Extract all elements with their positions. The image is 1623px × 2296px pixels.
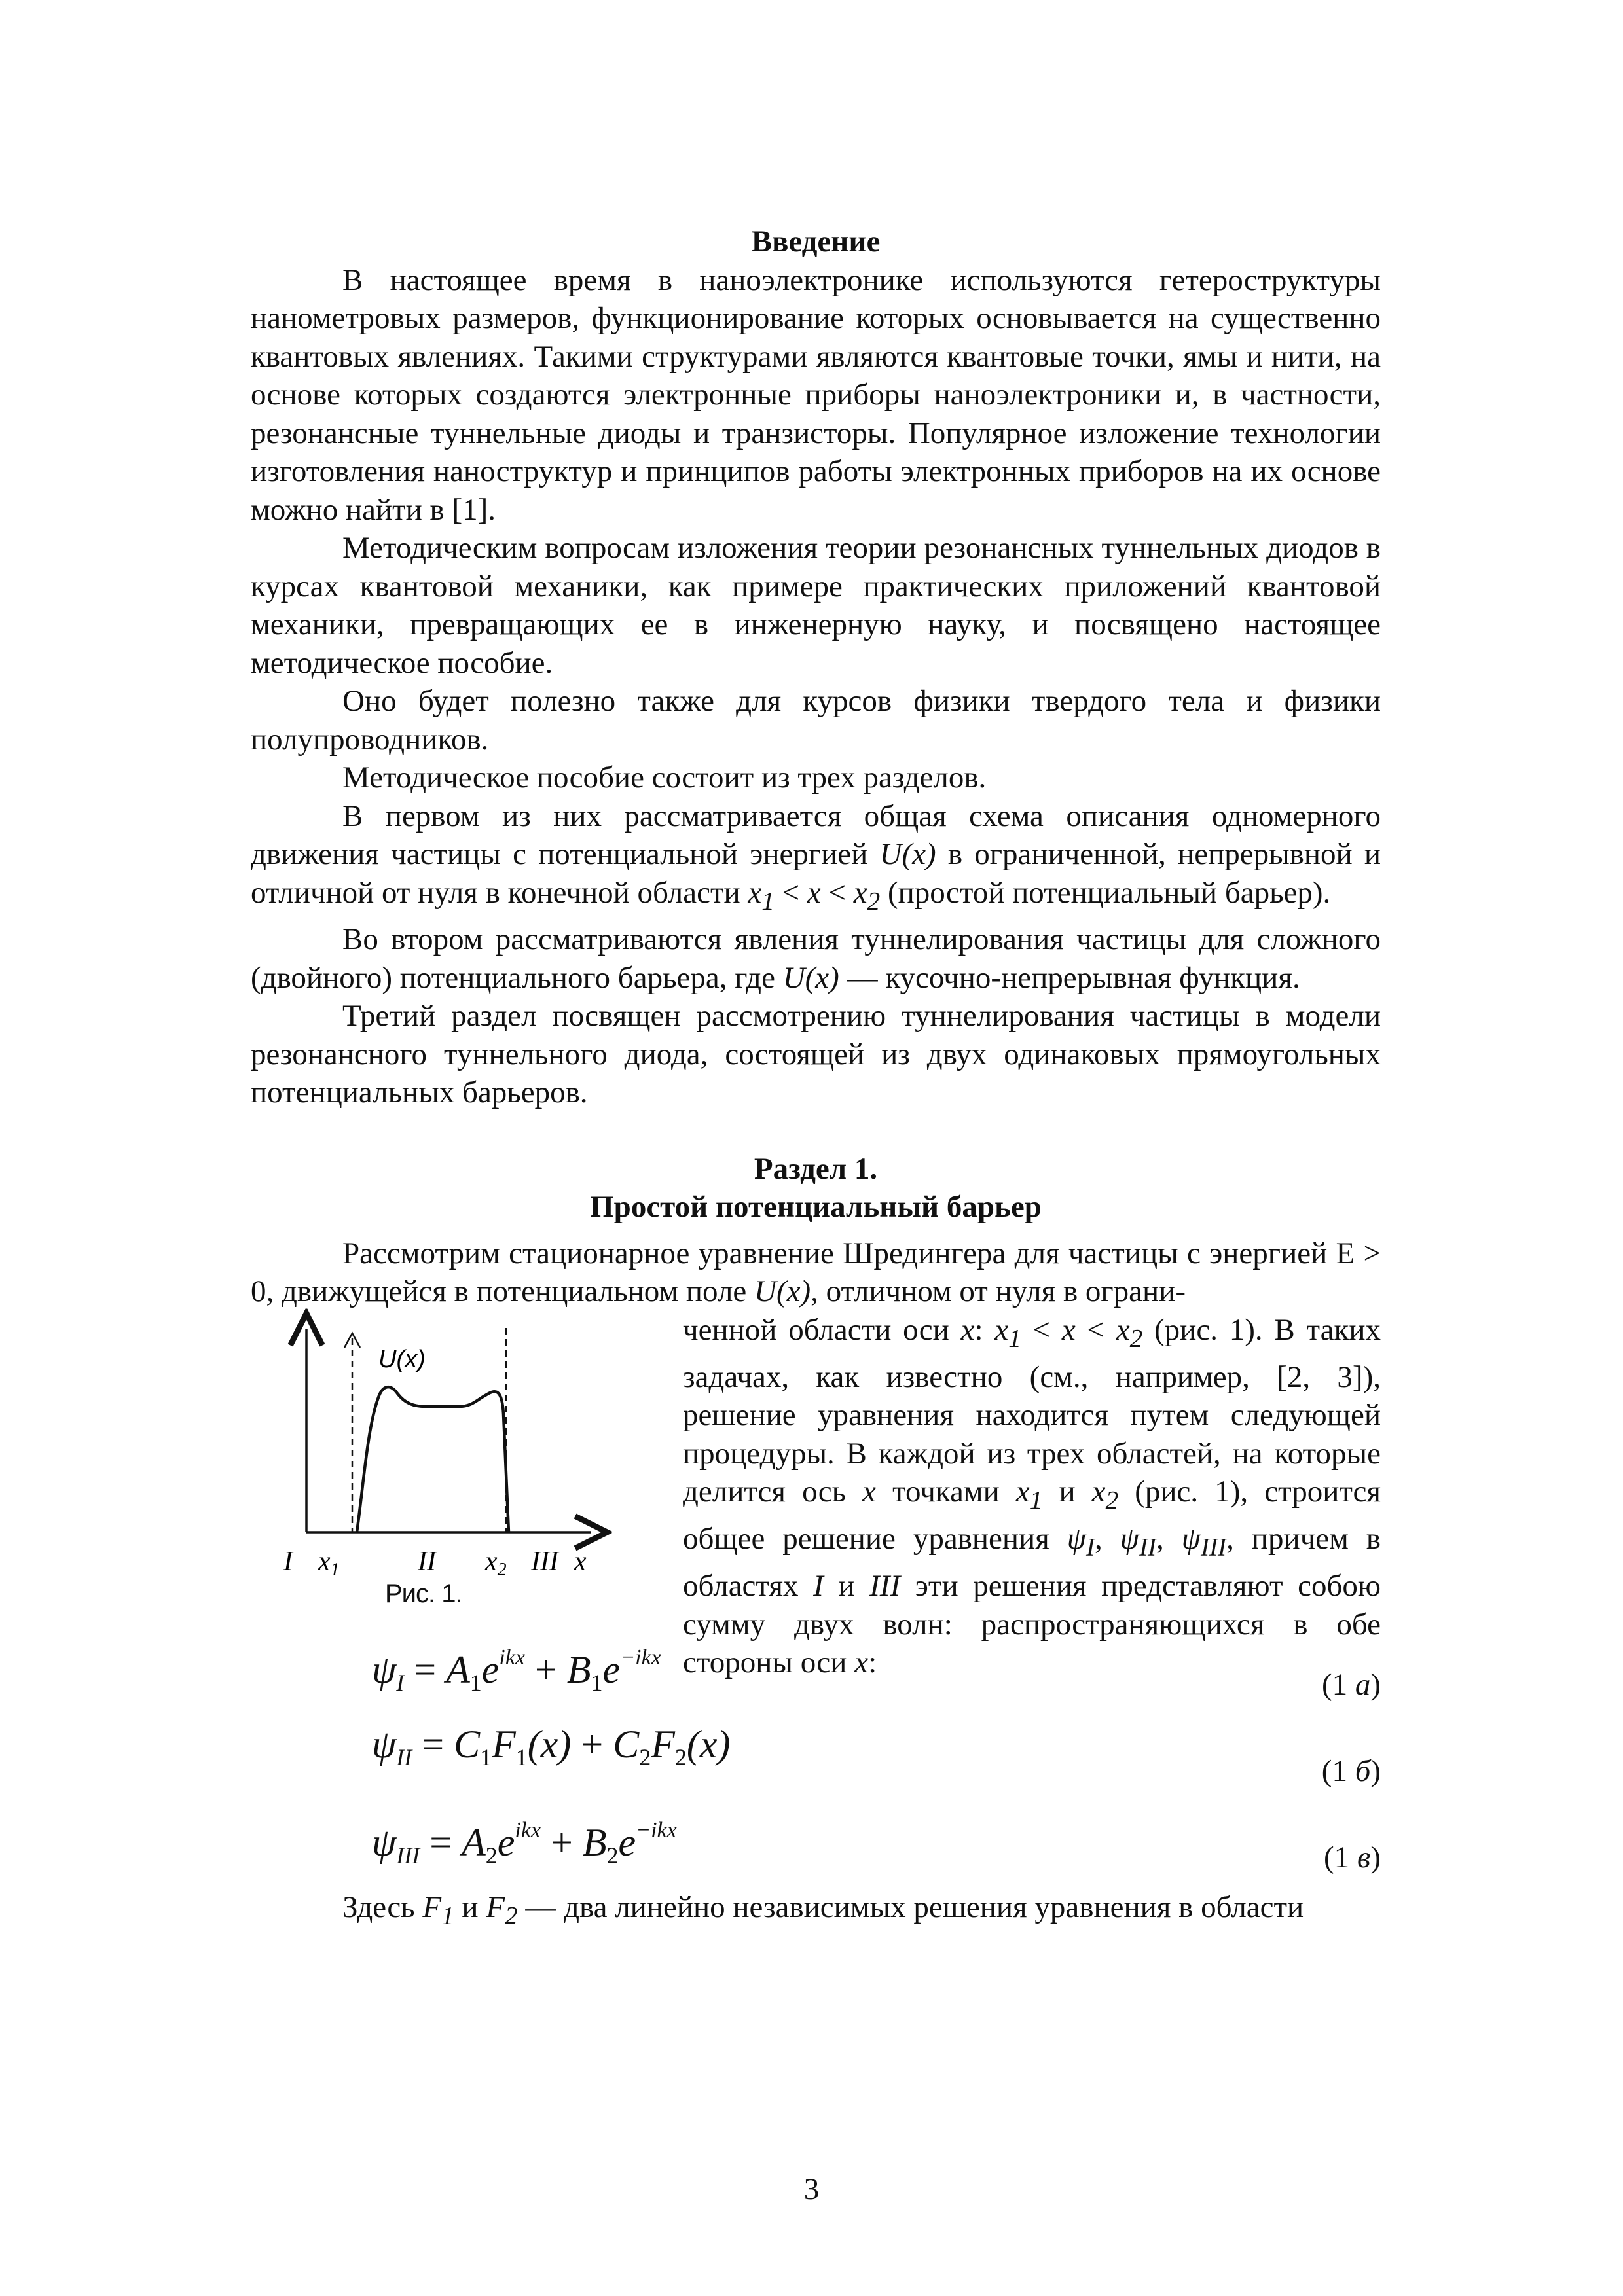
section-paragraph-1: Рассмотрим стационарное уравнение Шредингера для частицы с энергией E > 0, движущейся в потенциальном поле U(x), отличном от нуля в ограни- (251, 1236, 1381, 1309)
figure-caption: Рис. 1. (385, 1579, 462, 1608)
intro-title: Введение (751, 224, 881, 259)
intro-paragraph-5: В первом из них рассматривается общая схема описания одномерного движения частицы с потенциальной энергией U(x) в ограниченной, непрерывной и отличной от нуля в конечной области $x_1 < x < x_2$ (простой потенциальный барьер). (251, 798, 1381, 915)
potential-curve (357, 1387, 509, 1532)
label-region-I: I (283, 1546, 293, 1577)
page-content (251, 223, 1381, 1935)
figure-potential-barrier (251, 1316, 617, 1608)
label-x-axis: x (574, 1546, 587, 1577)
label-region-III: III (531, 1546, 558, 1577)
intro-paragraph-1: В настоящее время в наноэлектронике используются гетероструктуры нанометровых размеров, функционирование которых основывается на существенно квантовых явлениях. Такими структурами являются квантовые точки, ямы и нити, на основе которых создаются электронные приборы наноэлектроники и, в частности, резонансные туннельные диоды и транзисторы. Популярное изложение технологии изготовления наноструктур и принципов работы электронных приборов на их основе можно найти в [1]. (251, 262, 1381, 527)
figure-side-text: ченной области оси x: $x_1 < x < x_2$ (рис. 1). В таких задачах, как известно (см., например, [2, 3]), решение уравнения находится путем следующей процедуры. В каждой из трех областей, на которые делится ось x точками $x_1$ и $x_2$ (рис. 1), строится общее решение уравнения $\psi_I$, $\psi_{II}$, $\psi_{III}$, причем в областях I и III эти решения представляют собою сумму двух волн: распространяющихся в обе стороны оси x: (683, 1312, 1381, 1680)
equation-1b (251, 1712, 1381, 1798)
intro-paragraph-6: Во втором рассматриваются явления туннелирования частицы для сложного (двойного) потенциального барьера, где U(x) — кусочно-непрерывная функция. (251, 922, 1381, 995)
intro-paragraph-7: Третий раздел посвящен рассмотрению туннелирования частицы в модели резонансного туннельного диода, состоящей из двух одинаковых прямоугольных потенциальных барьеров. (251, 999, 1381, 1110)
label-region-II: II (418, 1546, 436, 1577)
page-number: 3 (803, 2172, 820, 2206)
equation-1v-number: (1 в) (1324, 1840, 1381, 1874)
intro-paragraph-3: Оно будет полезно также для курсов физики твердого тела и физики полупроводников. (251, 684, 1381, 757)
section-paragraph-last: Здесь $F_1$ и $F_2$ — два линейно независимых решения уравнения в области (342, 1890, 1304, 1930)
ux-label: U(x) (378, 1345, 426, 1373)
equation-1a (251, 1625, 1381, 1712)
label-x1: x1 (318, 1546, 340, 1580)
equation-1v-formula: $\psi_{III} = A_2e^{ikx} + B_2e^{-ikx}$ (372, 1818, 677, 1869)
equation-1b-number: (1 б) (1321, 1753, 1381, 1788)
equation-1a-formula: $\psi_I = A_1e^{ikx} + B_1e^{-ikx}$ (372, 1645, 661, 1696)
intro-paragraph-4: Методическое пособие состоит из трех разделов. (342, 761, 987, 795)
section-gap (251, 1112, 1381, 1150)
equation-1b-formula: $\psi_{II} = C_1F_1(x) + C_2F_2(x)$ (372, 1722, 731, 1770)
section-heading-number: Раздел 1. (754, 1151, 878, 1186)
equation-1a-number: (1 а) (1321, 1667, 1381, 1702)
barrier-plot (251, 1316, 617, 1580)
intro-paragraph-2: Методическим вопросам изложения теории резонансных туннельных диодов в курсах квантовой механики, как примере практических приложений квантовой механики, превращающих ее в инженерную науку, и посвящено настоящее методическое пособие. (251, 531, 1381, 680)
section-heading-title: Простой потенциальный барьер (590, 1190, 1042, 1225)
label-x2: x2 (485, 1546, 507, 1580)
equation-1v (251, 1798, 1381, 1884)
